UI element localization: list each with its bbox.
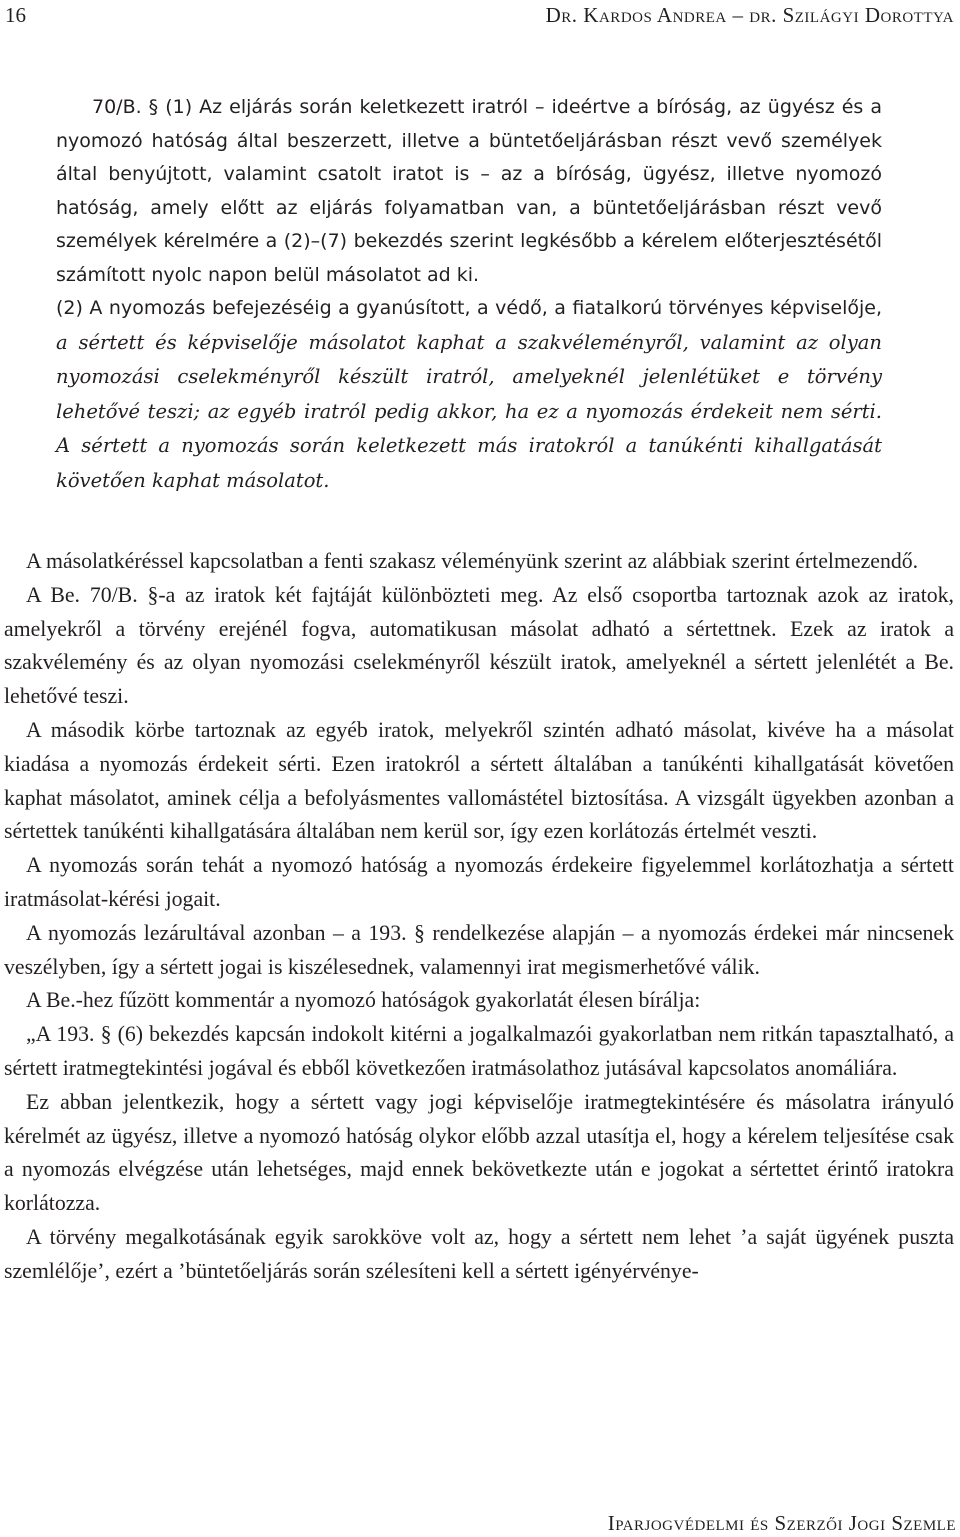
body-paragraph: A törvény megalkotásának egyik sarokköve volt az, hogy a sértett nem lehet ’a saját ügyének puszta szemlélője’, ezért a ’büntetőeljárás során szélesíteni kell a sértett igényérvénye- (4, 1224, 954, 1283)
body-text (4, 545, 954, 1289)
body-paragraph: A másolatkéréssel kapcsolatban a fenti szakasz véleményünk szerint az alábbiak szerint értelmezendő. (26, 549, 919, 573)
statute-quote (56, 91, 882, 498)
body-paragraph: A Be.-hez fűzött kommentár a nyomozó hatóságok gyakorlatát élesen bírálja: (26, 988, 701, 1013)
running-foot: Iparjogvédelmi és Szerzői Jogi Szemle (607, 1511, 956, 1535)
body-paragraph: A nyomozás lezárultával azonban – a 193. § rendelkezése alapján – a nyomozás érdekei már nincsenek veszélyben, így a sértett jogai is kiszélesednek, valamennyi irat megismerhetővé válik. (4, 920, 954, 979)
page-number: 16 (5, 3, 26, 27)
body-paragraph: A nyomozás során tehát a nyomozó hatóság a nyomozás érdekeire figyelemmel korlátozhatja a sértett iratmásolat-kérési jogait. (4, 853, 954, 911)
quote-paragraph-2-italic: a sértett és képviselője másolatot kaphat a szakvéleményről, valamint az olyan nyomozási cselekményről készült iratról, amelyeknél jelenlétüket e törvény lehetővé teszi; az egyéb iratról pedig akkor, ha ez a nyomozás érdekeit nem sérti. A sértett a nyomozás során keletkezett más iratokról a tanúkénti kihallgatását követően kaphat másolatot. (56, 330, 882, 492)
body-paragraph: A második körbe tartoznak az egyéb iratok, melyekről szintén adható másolat, kivéve ha a másolat kiadása a nyomozás érdekeit sérti. Ezen iratokról a sértett általában a tanúkénti kihallgatását követően kaphat másolatot, aminek célja a befolyásmentes vallomástétel biztosítása. A vizsgált ügyekben azonban a sértettek tanúkénti kihallgatására általában nem kerül sor, így ezen korlátozás értelmét veszti. (4, 717, 954, 844)
quote-paragraph-2 (56, 292, 882, 498)
body-paragraph: Ez abban jelentkezik, hogy a sértett vagy jogi képviselője iratmegtekintésére és másolatra irányuló kérelmét az ügyész, illetve a nyomozó hatóság olykor előbb azzal utasítja el, hogy a kérelem teljesítése csak a nyomozás elvégzése után lehetséges, majd ennek bekövetkezte után e jogokat a sértettet érintő iratokra korlátozza. (4, 1089, 954, 1216)
quote-paragraph-1: 70/B. § (1) Az eljárás során keletkezett iratról – ideértve a bíróság, az ügyész és a nyomozó hatóság által beszerzett, illetve a büntetőeljárásban részt vevő személyek által benyújtott, valamint csatolt iratot is – az a bíróság, ügyész, illetve nyomozó hatóság, amely előtt az eljárás folyamatban van, a büntetőeljárásban részt vevő személyek kérelmére a (2)–(7) bekezdés szerint legkésőbb a kérelem előterjesztésétől számított nyolc napon belül másolatot ad ki. (56, 96, 882, 286)
quote-paragraph-2-start: (2) A nyomozás befejezéséig a gyanúsított, a védő, a fiatalkorú törvényes képviselője, (56, 297, 882, 319)
running-head: Dr. Kardos Andrea – dr. Szilágyi Dorottya (545, 3, 954, 27)
body-paragraph: „A 193. § (6) bekezdés kapcsán indokolt kitérni a jogalkalmazói gyakorlatban nem ritkán tapasztalható, a sértett iratmegtekintési jogával és ebből következően iratmásolathoz jutásával kapcsolatos anomáliára. (4, 1022, 954, 1080)
body-paragraph: A Be. 70/B. §-a az iratok két fajtáját különbözteti meg. Az első csoportba tartoznak azok az iratok, amelyekről a törvény erejénél fogva, automatikusan másolat adható a sértettnek. Ezek az iratok a szakvélemény és az olyan nyomozási cselekményről készült iratok, amelyeknél a sértett jelenlétét a Be. lehetővé teszi. (4, 582, 954, 709)
